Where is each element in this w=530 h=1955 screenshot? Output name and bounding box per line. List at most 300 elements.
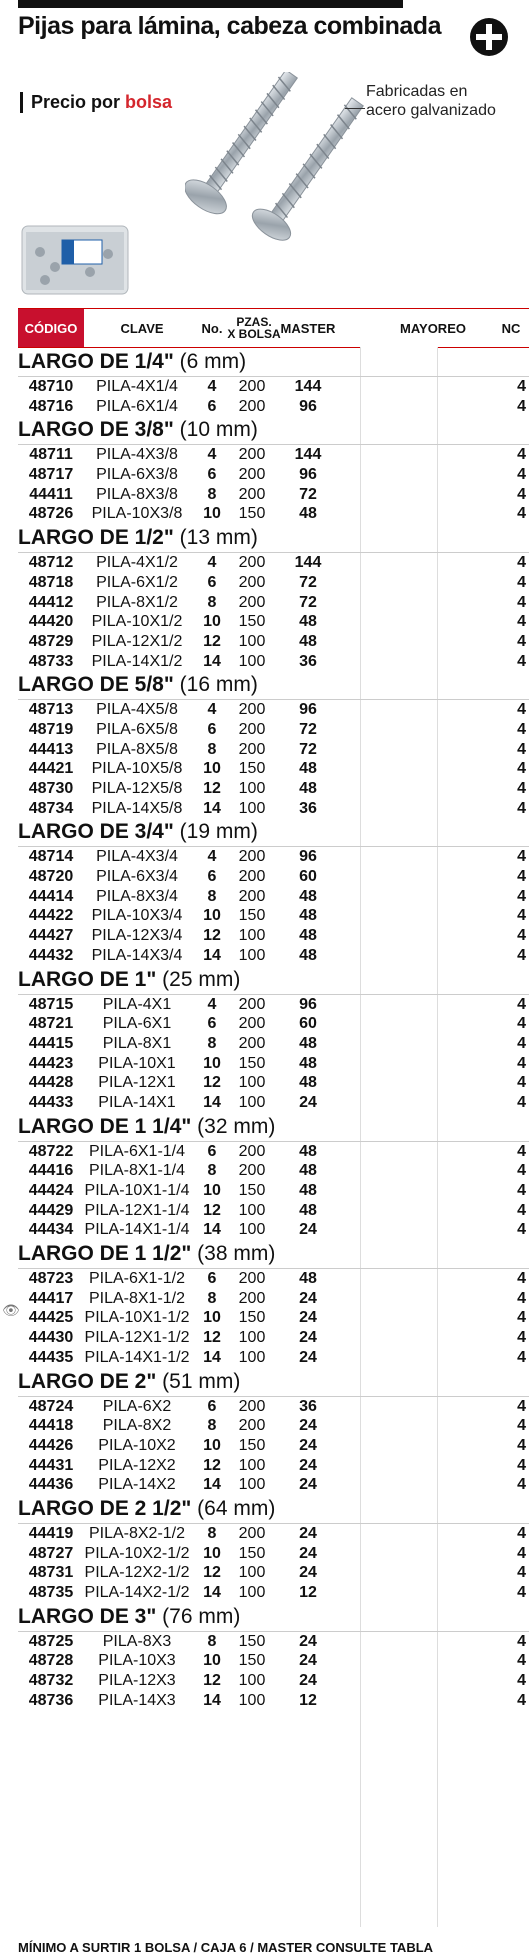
cell-master: 48: [299, 780, 317, 797]
cell-pzas: 200: [238, 1142, 266, 1160]
cell-nc: 4: [517, 1270, 526, 1288]
section-title: [18, 524, 529, 553]
table-row: [18, 1161, 529, 1181]
section-title: [18, 1113, 529, 1142]
table-row: [18, 1054, 529, 1074]
cell-master: 96: [299, 995, 317, 1013]
cell-clave: PILA-4X1/4: [96, 378, 178, 395]
cell-nc: 4: [517, 485, 526, 503]
cell-master: 48: [299, 1034, 317, 1052]
section-mm: (25 mm): [162, 967, 241, 991]
cell-no: 8: [207, 1417, 217, 1435]
cell-clave: PILA-12X3: [98, 1672, 176, 1690]
cell-master: 48: [299, 887, 317, 905]
section-length: LARGO DE 2": [18, 1369, 163, 1393]
cell-no: 12: [203, 780, 221, 797]
cell-clave: PILA-4X1: [102, 995, 172, 1013]
cell-codigo: 44426: [28, 1436, 74, 1454]
cell-pzas: 150: [238, 1182, 266, 1199]
cell-clave: PILA-12X5/8: [91, 780, 183, 797]
cell-master: 24: [299, 1524, 317, 1542]
cell-codigo: 48718: [28, 573, 74, 591]
cell-nc: 4: [517, 740, 526, 758]
cell-pzas: 150: [238, 1544, 266, 1562]
table-row: [18, 377, 529, 397]
cell-clave: PILA-12X2-1/2: [84, 1564, 190, 1582]
table-row: [18, 1142, 529, 1162]
cell-codigo: 48730: [28, 780, 74, 797]
cell-clave: PILA-8X2: [102, 1417, 172, 1435]
cell-no: 14: [203, 799, 221, 817]
callout-line: [345, 108, 365, 109]
cell-clave: PILA-12X3/4: [91, 927, 183, 945]
cell-pzas: 100: [238, 927, 266, 945]
cell-pzas: 150: [238, 505, 266, 523]
table-row: [18, 1416, 529, 1436]
cell-codigo: 48713: [28, 701, 74, 719]
cell-clave: PILA-4X1/2: [96, 554, 178, 572]
cell-pzas: 100: [238, 1074, 266, 1092]
cell-nc: 4: [517, 868, 526, 886]
cell-master: 48: [299, 1074, 317, 1092]
cell-nc: 4: [517, 378, 526, 395]
section-mm: (64 mm): [197, 1496, 276, 1520]
cell-pzas: 200: [238, 573, 266, 591]
cell-pzas: 200: [238, 1162, 266, 1180]
cell-master: 24: [299, 1544, 317, 1562]
cell-no: 12: [203, 927, 221, 945]
table-row: [18, 1651, 529, 1671]
section-mm: (32 mm): [197, 1114, 276, 1138]
cell-codigo: 44418: [28, 1417, 74, 1435]
cell-codigo: 44429: [28, 1201, 74, 1219]
table-row: [18, 995, 529, 1015]
cell-master: 12: [299, 1584, 317, 1601]
cell-master: 24: [299, 1309, 317, 1327]
cell-nc: 4: [517, 1162, 526, 1180]
cell-pzas: 200: [238, 485, 266, 503]
table-row: [18, 1563, 529, 1583]
cell-pzas: 100: [238, 1329, 266, 1347]
header-codigo: CÓDIGO: [18, 309, 84, 347]
cell-no: 14: [203, 1691, 221, 1709]
cell-clave: PILA-14X2: [98, 1476, 176, 1494]
cell-clave: PILA-6X1-1/4: [88, 1142, 186, 1160]
cell-codigo: 48716: [28, 397, 74, 415]
cell-clave: PILA-6X5/8: [96, 720, 178, 738]
cell-master: 72: [299, 573, 317, 591]
cell-master: 24: [299, 1417, 317, 1435]
cell-no: 8: [207, 1289, 217, 1307]
section-mm: (6 mm): [179, 350, 247, 373]
cell-master: 96: [299, 701, 317, 719]
cell-master: 144: [294, 446, 322, 464]
cell-no: 14: [203, 1584, 221, 1601]
cell-clave: PILA-10X1: [98, 1054, 176, 1072]
price-prefix: Precio por: [31, 92, 126, 112]
cell-master: 72: [299, 720, 317, 738]
cell-pzas: 100: [238, 652, 266, 670]
cell-no: 10: [203, 1436, 221, 1454]
cell-codigo: 48720: [28, 868, 74, 886]
cell-codigo: 44412: [28, 593, 74, 611]
cell-no: 12: [203, 1329, 221, 1347]
cell-nc: 4: [517, 1691, 526, 1709]
cell-no: 4: [207, 378, 217, 395]
cell-nc: 4: [517, 1289, 526, 1307]
page-title: Pijas para lámina, cabeza combinada: [18, 12, 441, 40]
cell-codigo: 48711: [29, 446, 73, 464]
cell-pzas: 200: [238, 848, 266, 866]
cell-codigo: 44435: [28, 1348, 74, 1366]
cell-pzas: 200: [238, 1397, 266, 1415]
cell-master: 24: [299, 1672, 317, 1690]
cell-master: 24: [299, 1456, 317, 1474]
cell-no: 12: [203, 1456, 221, 1474]
cell-no: 10: [203, 613, 221, 631]
cell-pzas: 200: [238, 1417, 266, 1435]
cell-no: 14: [203, 1093, 221, 1111]
section-title: [18, 348, 529, 377]
cell-clave: PILA-8X5/8: [96, 740, 178, 758]
section-length: LARGO DE 1/4": [18, 350, 180, 373]
cell-codigo: 44416: [28, 1162, 74, 1180]
section-title: [18, 966, 529, 995]
cell-nc: 4: [517, 887, 526, 905]
cell-pzas: 200: [238, 1270, 266, 1288]
cell-codigo: 48731: [28, 1564, 74, 1582]
bag-photo: [20, 222, 130, 298]
table-row: [18, 887, 529, 907]
table-row: [18, 1181, 529, 1201]
cell-no: 8: [207, 485, 217, 503]
cell-master: 72: [299, 740, 317, 758]
cell-no: 4: [207, 848, 217, 866]
cell-master: 96: [299, 397, 317, 415]
cell-master: 24: [299, 1348, 317, 1366]
cell-master: 24: [299, 1476, 317, 1494]
cell-nc: 4: [517, 554, 526, 572]
cell-pzas: 100: [238, 1584, 266, 1601]
cell-pzas: 200: [238, 593, 266, 611]
cell-pzas: 150: [238, 613, 266, 631]
cell-clave: PILA-14X3/4: [91, 946, 183, 964]
cell-nc: 4: [517, 1329, 526, 1347]
cell-nc: 4: [517, 1397, 526, 1415]
cell-codigo: 48727: [28, 1544, 74, 1562]
cell-codigo: 44414: [28, 887, 74, 905]
table-row: [18, 1632, 529, 1652]
cell-clave: PILA-8X1: [102, 1034, 172, 1052]
cell-pzas: 100: [238, 799, 266, 817]
table-row: [18, 1201, 529, 1221]
cell-no: 14: [203, 1221, 221, 1239]
cell-codigo: 48712: [28, 554, 74, 572]
cell-clave: PILA-14X1-1/4: [84, 1221, 190, 1239]
footer-note: MÍNIMO A SURTIR 1 BOLSA / CAJA 6 / MASTER CONSULTE TABLA: [18, 1940, 434, 1955]
cell-clave: PILA-10X1/2: [91, 613, 183, 631]
table-row: [18, 445, 529, 465]
table-row: [18, 652, 529, 672]
cell-clave: PILA-6X3/8: [96, 466, 178, 484]
table-row: [18, 504, 529, 524]
table-row: [18, 465, 529, 485]
cell-master: 72: [299, 593, 317, 611]
cell-clave: PILA-10X2: [98, 1436, 176, 1454]
cell-clave: PILA-4X3/8: [96, 446, 178, 464]
cell-clave: PILA-10X2-1/2: [84, 1544, 190, 1562]
cell-codigo: 48722: [28, 1142, 74, 1160]
cell-nc: 4: [517, 760, 526, 778]
cell-master: 48: [299, 1162, 317, 1180]
table-row: [18, 799, 529, 819]
cell-no: 10: [203, 1054, 221, 1072]
cell-pzas: 200: [238, 1034, 266, 1052]
table-row: [18, 1397, 529, 1417]
table-row: [18, 1220, 529, 1240]
table-row: [18, 1544, 529, 1564]
cell-pzas: 100: [238, 1564, 266, 1582]
table-row: [18, 1289, 529, 1309]
cell-no: 10: [203, 760, 221, 778]
cell-no: 4: [207, 995, 217, 1013]
cell-nc: 4: [517, 1201, 526, 1219]
cell-codigo: 48734: [28, 799, 74, 817]
table-row: [18, 553, 529, 573]
cell-codigo: 44432: [28, 946, 74, 964]
cell-codigo: 48710: [28, 378, 74, 395]
header-no: No.: [201, 320, 223, 336]
cell-no: 8: [207, 1034, 217, 1052]
cell-clave: PILA-14X1: [98, 1093, 176, 1111]
table-row: [18, 573, 529, 593]
cell-nc: 4: [517, 1034, 526, 1052]
cell-pzas: 100: [238, 1456, 266, 1474]
section-title: [18, 1368, 529, 1397]
cell-nc: 4: [517, 720, 526, 738]
cell-pzas: 100: [238, 1221, 266, 1239]
cell-nc: 4: [517, 1436, 526, 1454]
cell-nc: 4: [517, 1584, 526, 1601]
cell-clave: PILA-10X1-1/2: [84, 1309, 190, 1327]
cell-codigo: 44424: [28, 1182, 74, 1199]
cell-no: 4: [207, 554, 217, 572]
cell-nc: 4: [517, 1142, 526, 1160]
cell-codigo: 48732: [28, 1672, 74, 1690]
cell-no: 14: [203, 1476, 221, 1494]
cell-codigo: 44411: [29, 485, 73, 503]
table-row: [18, 1308, 529, 1328]
cell-nc: 4: [517, 1456, 526, 1474]
cell-codigo: 44422: [28, 907, 74, 925]
cell-codigo: 48724: [28, 1397, 74, 1415]
cell-codigo: 44436: [28, 1476, 74, 1494]
cell-clave: PILA-8X3: [102, 1632, 172, 1650]
cell-no: 10: [203, 1309, 221, 1327]
cell-clave: PILA-12X1-1/4: [84, 1201, 190, 1219]
cell-clave: PILA-10X5/8: [91, 760, 183, 778]
cell-clave: PILA-8X3/4: [96, 887, 178, 905]
section-length: LARGO DE 1 1/4": [18, 1114, 198, 1138]
cell-clave: PILA-6X1/4: [96, 397, 178, 415]
cell-nc: 4: [517, 799, 526, 817]
material-line-2: acero galvanizado: [366, 102, 496, 119]
cell-no: 6: [207, 1142, 217, 1160]
cell-no: 12: [203, 1564, 221, 1582]
table-row: [18, 612, 529, 632]
cell-pzas: 200: [238, 701, 266, 719]
cell-master: 48: [299, 1054, 317, 1072]
cell-no: 6: [207, 868, 217, 886]
phillips-slot-icon: [470, 18, 508, 56]
cell-codigo: 48733: [28, 652, 74, 670]
cell-clave: PILA-6X1-1/2: [88, 1270, 186, 1288]
header-pzas-line1: PZAS.: [236, 315, 272, 329]
cell-codigo: 44420: [28, 613, 74, 631]
cell-master: 60: [299, 1015, 317, 1033]
cell-nc: 4: [517, 446, 526, 464]
cell-master: 48: [299, 760, 317, 778]
cell-no: 6: [207, 397, 217, 415]
section-mm: (13 mm): [179, 526, 258, 550]
table-header: [18, 308, 529, 348]
cell-clave: PILA-10X1-1/4: [84, 1182, 190, 1199]
cell-pzas: 200: [238, 1289, 266, 1307]
cell-clave: PILA-10X3/4: [91, 907, 183, 925]
section-length: LARGO DE 3/8": [18, 418, 180, 442]
cell-master: 24: [299, 1329, 317, 1347]
cell-master: 48: [299, 1270, 317, 1288]
screw-photo: [185, 72, 385, 262]
cell-pzas: 150: [238, 1652, 266, 1670]
cell-no: 10: [203, 1652, 221, 1670]
cell-no: 10: [203, 907, 221, 925]
cell-nc: 4: [517, 1054, 526, 1072]
cell-clave: PILA-14X3: [98, 1691, 176, 1709]
cell-clave: PILA-6X3/4: [96, 868, 178, 886]
cell-nc: 4: [517, 466, 526, 484]
table-row: [18, 485, 529, 505]
cell-master: 12: [299, 1691, 317, 1709]
cell-nc: 4: [517, 652, 526, 670]
table-row: [18, 946, 529, 966]
section-title: [18, 1495, 529, 1524]
cell-clave: PILA-14X2-1/2: [84, 1584, 190, 1601]
cell-pzas: 150: [238, 1436, 266, 1454]
cell-codigo: 44425: [28, 1309, 74, 1327]
cell-pzas: 200: [238, 378, 266, 395]
cell-nc: 4: [517, 1652, 526, 1670]
cell-codigo: 44419: [28, 1524, 74, 1542]
cell-no: 14: [203, 946, 221, 964]
cell-codigo: 48728: [28, 1652, 74, 1670]
table-row: [18, 1583, 529, 1603]
cell-pzas: 200: [238, 554, 266, 572]
cell-codigo: 48714: [28, 848, 74, 866]
cell-master: 24: [299, 1093, 317, 1111]
cell-codigo: 44421: [28, 760, 74, 778]
cell-pzas: 100: [238, 1476, 266, 1494]
section-length: LARGO DE 1 1/2": [18, 1242, 198, 1266]
cell-pzas: 100: [238, 1691, 266, 1709]
cell-master: 24: [299, 1436, 317, 1454]
cell-no: 10: [203, 505, 221, 523]
cell-codigo: 44417: [28, 1289, 74, 1307]
section-mm: (76 mm): [162, 1604, 241, 1628]
table-row: [18, 867, 529, 887]
cell-clave: PILA-8X1-1/4: [88, 1162, 186, 1180]
cell-pzas: 200: [238, 720, 266, 738]
cell-nc: 4: [517, 1182, 526, 1199]
header-clave: CLAVE: [120, 320, 164, 336]
cell-nc: 4: [517, 505, 526, 523]
cell-codigo: 48725: [28, 1632, 74, 1650]
cell-no: 4: [207, 701, 217, 719]
section-title: [18, 1603, 529, 1632]
table-row: [18, 1093, 529, 1113]
cell-pzas: 150: [238, 1054, 266, 1072]
cell-pzas: 200: [238, 887, 266, 905]
cell-nc: 4: [517, 1476, 526, 1494]
cell-clave: PILA-8X1/2: [96, 593, 178, 611]
cell-pzas: 200: [238, 466, 266, 484]
cell-codigo: 48721: [28, 1015, 74, 1033]
cell-clave: PILA-6X1/2: [96, 573, 178, 591]
header-nc: NC: [501, 320, 521, 336]
cell-no: 8: [207, 1632, 217, 1650]
cell-pzas: 100: [238, 1093, 266, 1111]
cell-no: 8: [207, 1162, 217, 1180]
cell-no: 10: [203, 1182, 221, 1199]
table-row: [18, 926, 529, 946]
cell-no: 6: [207, 1397, 217, 1415]
cell-clave: PILA-8X2-1/2: [88, 1524, 186, 1542]
cell-codigo: 44431: [28, 1456, 74, 1474]
table-row: [18, 1456, 529, 1476]
cell-no: 8: [207, 887, 217, 905]
table-row: [18, 1269, 529, 1289]
cell-codigo: 44430: [28, 1329, 74, 1347]
cell-codigo: 44428: [28, 1074, 74, 1092]
table-row: [18, 1073, 529, 1093]
cell-nc: 4: [517, 1417, 526, 1435]
cell-no: 6: [207, 1015, 217, 1033]
cell-master: 96: [299, 848, 317, 866]
table-row: [18, 1524, 529, 1544]
cell-pzas: 150: [238, 760, 266, 778]
cell-master: 48: [299, 1142, 317, 1160]
table-row: [18, 700, 529, 720]
cell-nc: 4: [517, 946, 526, 964]
cell-pzas: 200: [238, 995, 266, 1013]
title-rule: [18, 0, 403, 8]
cell-clave: PILA-4X3/4: [96, 848, 178, 866]
cell-nc: 4: [517, 613, 526, 631]
cell-codigo: 48719: [28, 720, 74, 738]
cell-nc: 4: [517, 1015, 526, 1033]
cell-nc: 4: [517, 632, 526, 650]
cell-pzas: 100: [238, 1348, 266, 1366]
cell-master: 48: [299, 505, 317, 523]
cell-no: 6: [207, 573, 217, 591]
cell-codigo: 44427: [28, 927, 74, 945]
cell-nc: 4: [517, 593, 526, 611]
cell-codigo: 48726: [28, 505, 74, 523]
cell-codigo: 44434: [28, 1221, 74, 1239]
section-title: [18, 818, 529, 847]
table-row: [18, 1348, 529, 1368]
cell-pzas: 200: [238, 1524, 266, 1542]
